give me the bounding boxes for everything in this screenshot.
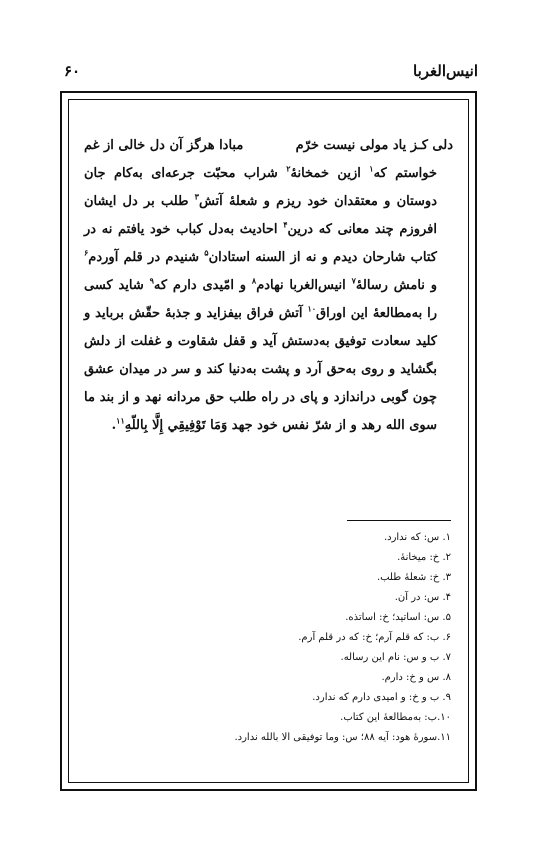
page-frame-outer	[60, 91, 477, 791]
footnote-item: ۱۰.ب: به‌مطالعهٔ این کتاب.	[340, 712, 451, 723]
footnote-marker: ۴	[283, 219, 288, 230]
footnote-marker: ۳	[194, 191, 199, 202]
body-paragraph: خواستم که$^۱$ ازین خمخانهٔ$^۲$ شراب محبّت جرعه‌ای به‌کام جان دوستان و معتقدان خود ریزم و شعلهٔ آتش$^۳$ طلب بر دل ایشان افروزم چند معانی که درین$^۴$ احادیث به‌دل کباب خود یافتم نه در کتاب شارحان دیدم و نه از السنه استادان$^۵$ شنیدم در قلم آوردم$^۶$ و نامش رسالهٔ$^۷$ انیس‌الغربا نهادم$^۸$ و امّیدی دارم که$^۹$ شاید کسی را به‌مطالعهٔ این اوراق$^{۱۰}$ آتش فراق بیفزاید و جذبهٔ حقّش برباید و کلید سعادت توفیق به‌دستش آید و قفل شقاوت و غفلت از دلش بگشاید و روی به‌حق آرد و پشت به‌دنیا کند و سر در میدان عشق چون گوبی دراندازد و پای در راه طلب حق مردانه نهد و از بند ما سوی الله رهد و از شرّ نفس خود جهد وَمَا تَوْفِيقِي إِلَّا بِاللّهِ$^{۱۱}$.	[84, 163, 438, 433]
footnote-item: ۵. س: اساتید؛ خ: اساتذه.	[345, 612, 451, 623]
verse-left-hemistich: مبادا هرگز آن دل خالی از غم	[84, 138, 244, 153]
body-text	[84, 132, 453, 440]
footnote-marker: ۲	[286, 163, 291, 174]
footnote-marker: ۱	[369, 163, 374, 174]
footnote-marker: ۸	[251, 275, 257, 286]
footnote-item: ۳. خ: شعلهٔ طلب.	[376, 572, 451, 583]
footnote-marker: ۱۱	[116, 415, 125, 426]
running-title: انیس‌الغربا	[413, 62, 478, 80]
verse-right-hemistich: دلی کـز یاد مولی نیست خرّم	[295, 138, 453, 153]
footnote-separator	[347, 520, 451, 521]
footnote-item: ۲. خ: میخانهٔ.	[397, 552, 451, 563]
footnote-marker: ۶	[84, 247, 89, 258]
footnote-marker: ۱۰	[307, 303, 317, 314]
footnote-item: ۱۱.سورهٔ هود: آیه ۸۸؛ س: وما توفیقی الا بالله ندارد.	[234, 732, 451, 743]
footnote-item: ۷. ب و س: نام این رساله.	[340, 652, 451, 663]
quran-phrase: وَمَا تَوْفِيقِي إِلَّا بِاللّهِ	[124, 418, 228, 433]
footnote-marker: ۷	[351, 275, 356, 286]
footnote-item: ۱. س: که ندارد.	[383, 532, 451, 543]
footnotes	[84, 528, 451, 748]
page-number: ۶۰	[64, 62, 81, 80]
footnote-item: ۴. س: در آن.	[394, 592, 451, 603]
footnote-item: ۸. س و خ: دارم.	[381, 672, 451, 683]
page-frame-inner	[68, 99, 469, 783]
footnote-marker: ۵	[204, 247, 209, 258]
verse-line	[84, 132, 453, 160]
footnote-marker: ۹	[149, 275, 154, 286]
page-header	[64, 62, 478, 84]
footnote-item: ۶. ب: که قلم آرم؛ خ: که در قلم آرم.	[298, 632, 451, 643]
footnote-item: ۹. ب و خ: و امیدی دارم که ندارد.	[312, 692, 451, 703]
